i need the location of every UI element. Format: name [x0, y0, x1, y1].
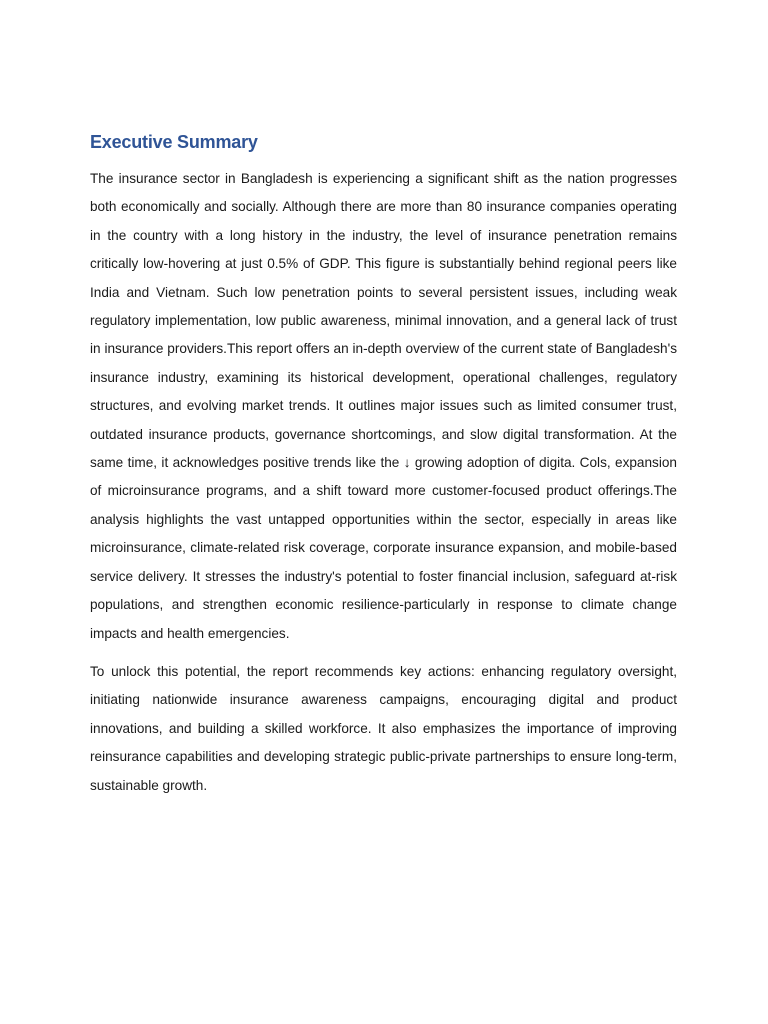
body-paragraph-2: To unlock this potential, the report recommends key actions: enhancing regulatory oversight, initiating nationwide insurance awareness campaigns, encouraging digital and product innovations, and building a skilled workforce. It also emphasizes the importance of improving reinsurance capabilities and developing strategic public-private partnerships to ensure long-term, sustainable growth.	[90, 663, 677, 793]
section-heading: Executive Summary	[90, 132, 258, 152]
document-page	[90, 128, 677, 800]
body-paragraph-1: The insurance sector in Bangladesh is experiencing a significant shift as the nation progresses both economically and socially. Although there are more than 80 insurance companies operating in the country with a long history in the industry, the level of insurance penetration remains critically low-hovering at just 0.5% of GDP. This figure is substantially behind regional peers like India and Vietnam. Such low penetration points to several persistent issues, including weak regulatory implementation, low public awareness, minimal innovation, and a general lack of trust in insurance providers.This report offers an in-depth overview of the current state of Bangladesh's insurance industry, examining its historical development, operational challenges, regulatory structures, and evolving market trends. It outlines major issues such as limited consumer trust, outdated insurance products, governance shortcomings, and slow digital transformation. At the same time, it acknowledges positive trends like the ↓ growing adoption of digita. Cols, expansion of microinsurance programs, and a shift toward more customer-focused product offerings.The analysis highlights the vast untapped opportunities within the sector, especially in areas like microinsurance, climate-related risk coverage, corporate insurance expansion, and mobile-based service delivery. It stresses the industry's potential to foster financial inclusion, safeguard at-risk populations, and strengthen economic resilience-particularly in response to climate change impacts and health emergencies.	[90, 171, 677, 641]
